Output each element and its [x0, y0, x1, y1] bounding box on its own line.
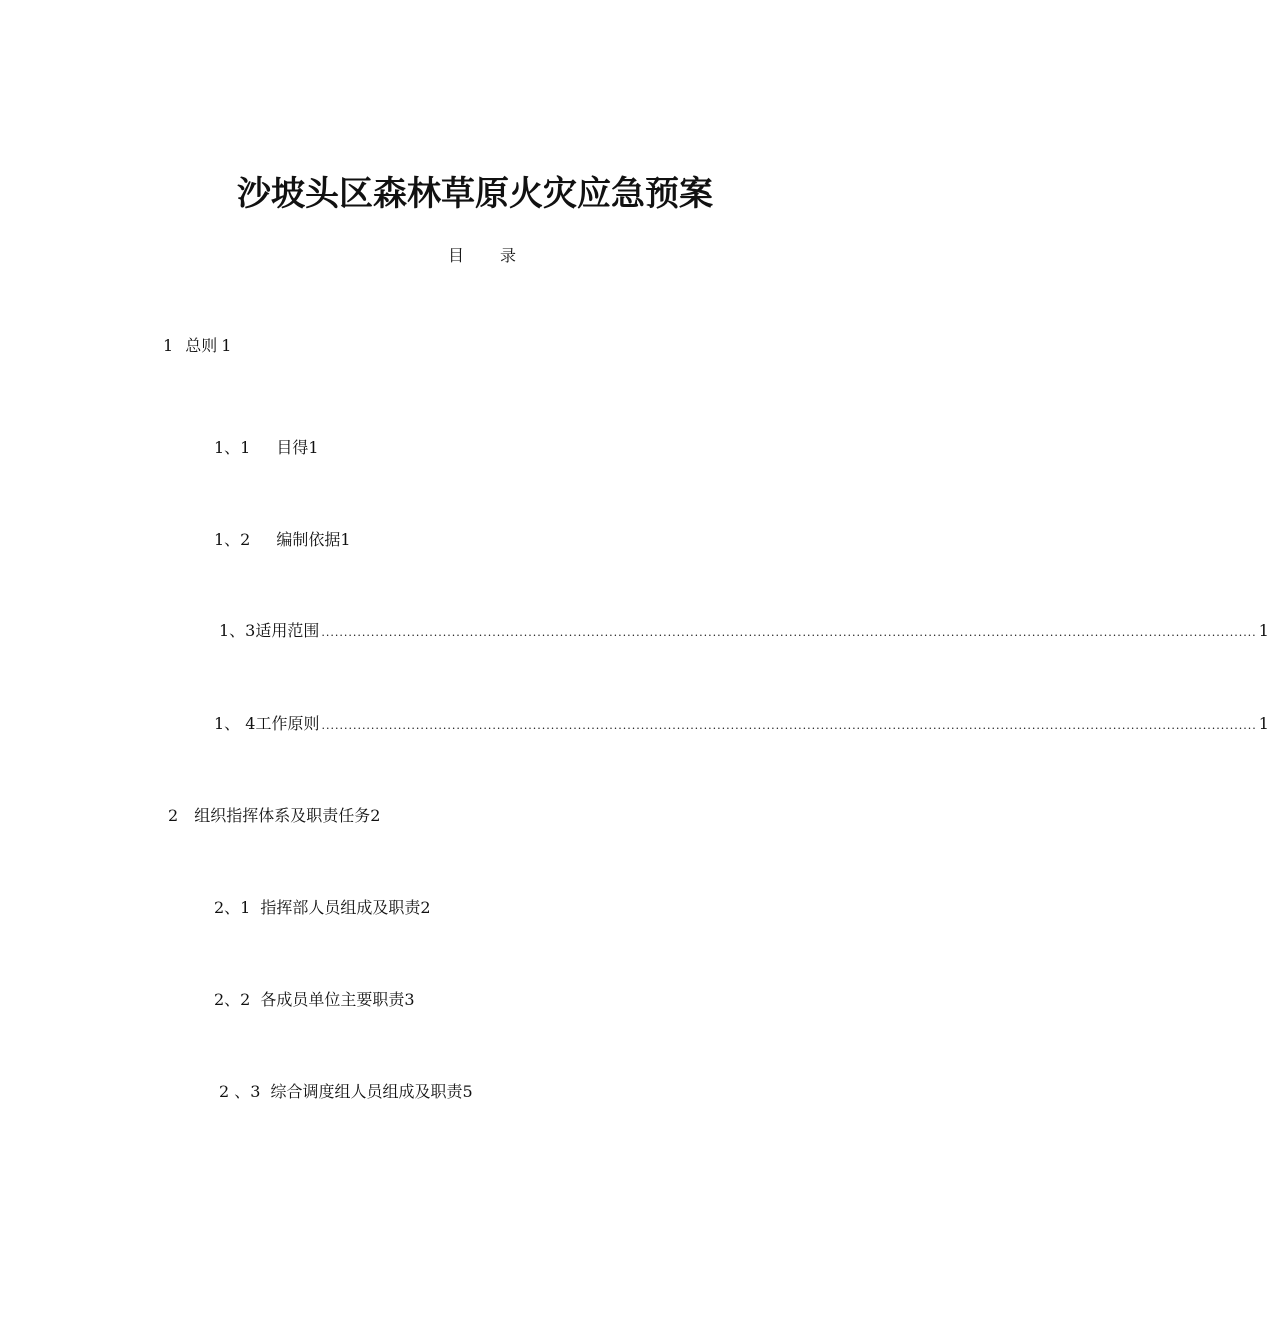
toc-entry[interactable] [163, 336, 231, 356]
toc-entry-page: 1 [340, 530, 351, 549]
toc-entry-page: 1 [308, 438, 319, 457]
toc-entry-title: 指挥部人员组成及职责 [260, 898, 421, 917]
toc-entry-page: 2 [370, 806, 381, 825]
toc-leader-dots: ................................................................................................................................................................................................................ [321, 626, 1257, 639]
toc-entry[interactable] [214, 438, 319, 458]
toc-entry[interactable] [219, 1082, 473, 1102]
toc-entry-title: 适用范围 [255, 621, 320, 640]
toc-entry-title: 目得 [276, 438, 309, 457]
toc-entry[interactable] [214, 714, 1269, 736]
toc-heading: 目录 [447, 246, 552, 265]
toc-entry-title: 组织指挥体系及职责任务 [194, 806, 371, 825]
toc-entry-number: 2、2 [214, 990, 251, 1009]
toc-entry-page: 5 [462, 1082, 473, 1101]
toc-entry-number: 1、3 [219, 621, 256, 640]
toc-leader-dots: ................................................................................................................................................................................................................ [321, 719, 1257, 732]
toc-entry-number: 1 [163, 336, 174, 355]
toc-entry-number: 2、1 [214, 898, 251, 917]
toc-entry-number: 1、1 [214, 438, 251, 457]
toc-entry-page: 1 [1258, 621, 1269, 640]
toc-entry[interactable] [214, 990, 415, 1010]
toc-entry-title: 综合调度组人员组成及职责 [270, 1082, 463, 1101]
toc-entry[interactable] [168, 806, 380, 826]
document-title: 沙坡头区森林草原火灾应急预案 [237, 174, 713, 214]
toc-entry-page: 3 [404, 990, 415, 1009]
toc-entry-title: 各成员单位主要职责 [260, 990, 405, 1009]
toc-entry-page: 1 [1258, 714, 1269, 733]
toc-entry-number: 1、2 [214, 530, 251, 549]
toc-entry-page: 1 [221, 336, 232, 355]
toc-entry-title: 工作原则 [255, 714, 320, 733]
toc-entry-number: 2 [168, 806, 179, 825]
toc-entry[interactable] [214, 898, 431, 918]
toc-entry-number: 1、 4 [214, 714, 256, 733]
toc-entry-title: 总则 [185, 336, 218, 355]
toc-entry-title: 编制依据 [276, 530, 341, 549]
toc-entry-number: 2 、3 [219, 1082, 261, 1101]
toc-entry[interactable] [214, 530, 351, 550]
toc-entry-page: 2 [420, 898, 431, 917]
toc-entry[interactable] [219, 621, 1269, 643]
